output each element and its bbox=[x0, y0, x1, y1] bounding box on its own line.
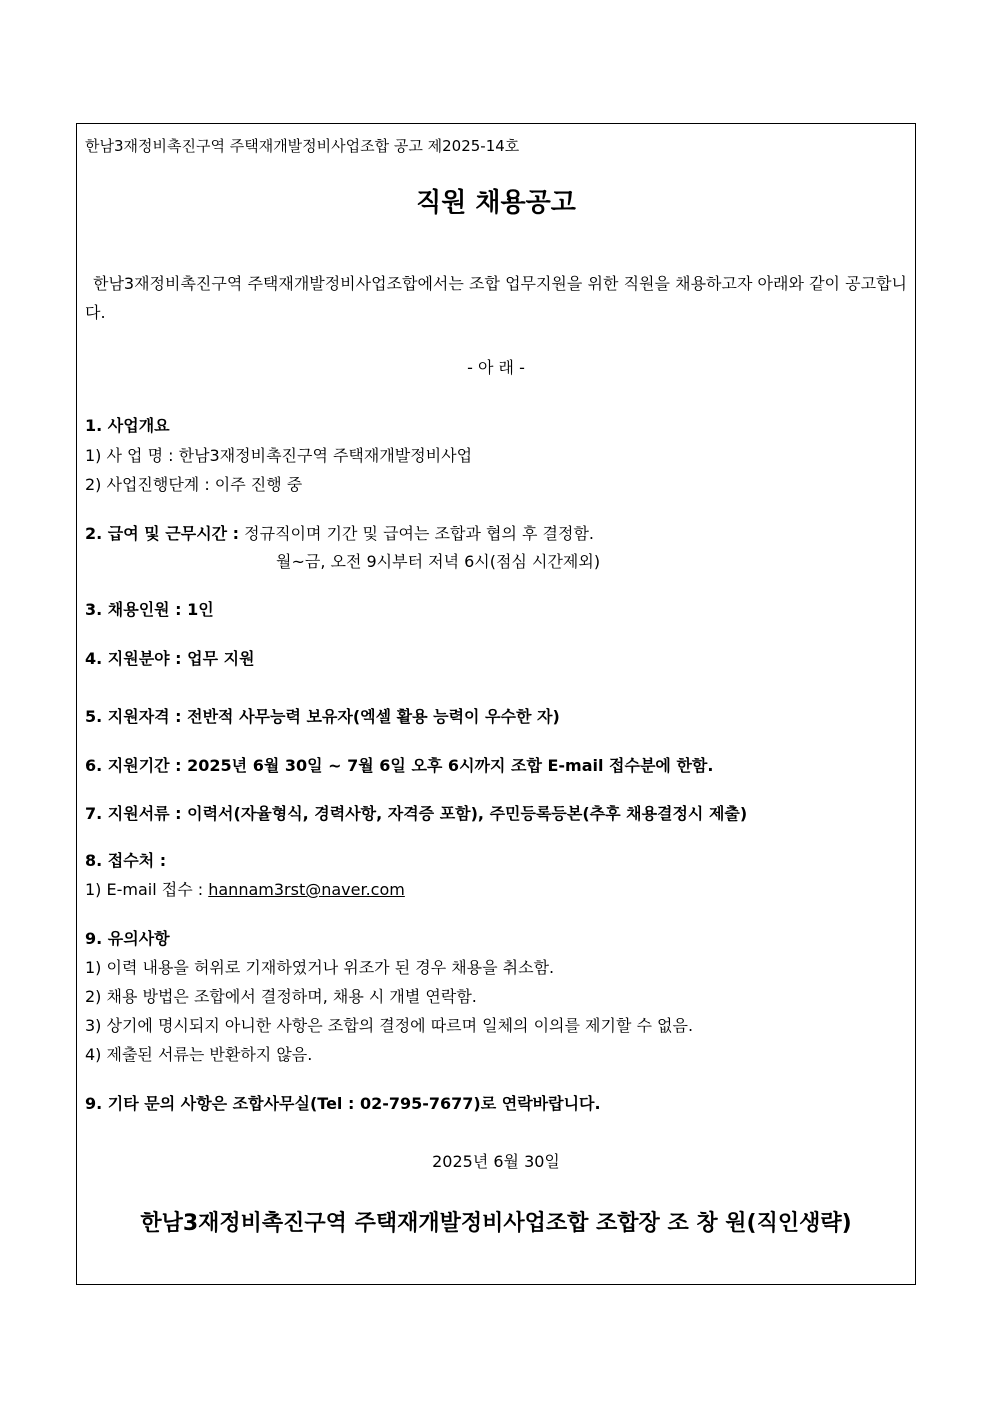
contact-line: 9. 기타 문의 사항은 조합사무실(Tel : 02-795-7677)로 연락바랍니다. bbox=[85, 1094, 601, 1113]
intro-paragraph: 한남3재정비촉진구역 주택재개발정비사업조합에서는 조합 업무지원을 위한 직원을 채용하고자 아래와 같이 공고합니다. bbox=[85, 274, 907, 322]
section-2-line-1 bbox=[85, 524, 594, 544]
notice-number: 한남3재정비촉진구역 주택재개발정비사업조합 공고 제2025-14호 bbox=[85, 137, 520, 155]
section-1-item-2: 2) 사업진행단계 : 이주 진행 중 bbox=[85, 475, 303, 494]
section-7: 7. 지원서류 : 이력서(자율형식, 경력사항, 자격증 포함), 주민등록등본(추후 채용결정시 제출) bbox=[85, 804, 748, 823]
section-8-heading: 8. 접수처 : bbox=[85, 851, 167, 870]
signer: 한남3재정비촉진구역 주택재개발정비사업조합 조합장 조 창 원(직인생략) bbox=[140, 1211, 852, 1236]
email-link[interactable]: hannam3rst@naver.com bbox=[208, 880, 405, 899]
section-6: 6. 지원기간 : 2025년 6월 30일 ~ 7월 6일 오후 6시까지 조합 E-mail 접수분에 한함. bbox=[85, 756, 714, 775]
section-2-text-1: 정규직이며 기간 및 급여는 조합과 협의 후 결정함. bbox=[239, 524, 594, 543]
section-9-heading: 9. 유의사항 bbox=[85, 929, 170, 948]
section-5: 5. 지원자격 : 전반적 사무능력 보유자(엑셀 활용 능력이 우수한 자) bbox=[85, 707, 560, 726]
section-9-item-3: 3) 상기에 명시되지 아니한 사항은 조합의 결정에 따르며 일체의 이의를 제기할 수 없음. bbox=[85, 1016, 694, 1035]
section-2-label: 2. 급여 및 근무시간 : bbox=[85, 524, 240, 543]
section-2-line-2: 월~금, 오전 9시부터 저녁 6시(점심 시간제외) bbox=[276, 552, 601, 571]
section-1-heading: 1. 사업개요 bbox=[85, 416, 170, 435]
page-title: 직원 채용공고 bbox=[416, 188, 576, 218]
section-3: 3. 채용인원 : 1인 bbox=[85, 600, 214, 619]
section-9-item-2: 2) 채용 방법은 조합에서 결정하며, 채용 시 개별 연락함. bbox=[85, 987, 477, 1006]
email-label: 1) E-mail 접수 : bbox=[85, 880, 209, 899]
section-1-item-1: 1) 사 업 명 : 한남3재정비촉진구역 주택재개발정비사업 bbox=[85, 446, 473, 465]
notice-date: 2025년 6월 30일 bbox=[432, 1152, 560, 1171]
section-4: 4. 지원분야 : 업무 지원 bbox=[85, 649, 255, 668]
section-9-item-4: 4) 제출된 서류는 반환하지 않음. bbox=[85, 1045, 313, 1064]
section-8-email-line bbox=[85, 880, 405, 900]
section-9-item-1: 1) 이력 내용을 허위로 기재하였거나 위조가 된 경우 채용을 취소함. bbox=[85, 958, 555, 977]
notice-frame bbox=[76, 123, 916, 1285]
below-marker: - 아 래 - bbox=[467, 358, 525, 377]
